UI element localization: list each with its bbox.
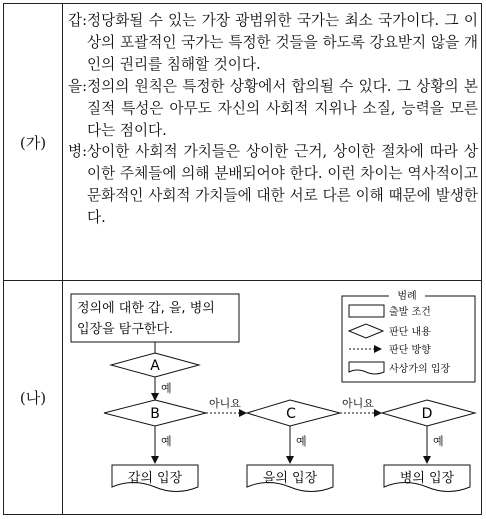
part-b-label: (나): [19, 389, 47, 407]
entry-gap: [68, 10, 478, 76]
statement-byeong: 상이한 사회적 가치들은 상이한 근거, 상이한 절차에 따라 상이한 주체들에 의해 분배되어야 한다. 이런 차이는 역사적이고 문화적인 사회적 가치들에 대한 서로 다른 이해 때문에 발생한다.: [87, 143, 478, 227]
legend-item-direction: 판단 방향: [389, 345, 431, 356]
no-label-b: 아니요: [209, 397, 241, 410]
speaker-gap: 갑:: [68, 12, 88, 29]
legend: [342, 289, 475, 382]
legend-item-position: 사상가의 입장: [389, 364, 451, 375]
entry-eul: [68, 76, 478, 142]
node-a-label: A: [150, 358, 160, 374]
legend-start-icon: [349, 305, 384, 317]
result-eul: 을의 입장: [262, 471, 318, 486]
start-box-line1: 정의에 대한 갑, 을, 병의: [77, 301, 215, 316]
flowchart-svg: [63, 281, 482, 515]
legend-title: 범례: [397, 291, 417, 302]
speaker-byeong: 병:: [68, 143, 88, 161]
statement-eul: 정의의 원칙은 특정한 상황에서 합의될 수 있다. 그 상황의 본질적 특성은 아무도 자신의 사회적 지위나 소질, 능력을 모른다는 점이다.: [87, 77, 478, 139]
part-a-label: (가): [19, 134, 47, 152]
yes-label-d: 예: [433, 435, 444, 448]
no-label-c: 아니요: [342, 397, 374, 410]
yes-label-c: 예: [296, 435, 307, 448]
yes-label-b: 예: [161, 435, 172, 448]
legend-item-start: 출발 조건: [389, 307, 431, 318]
entry-byeong: [68, 141, 478, 229]
part-a-text: [68, 10, 478, 229]
result-byeong: 병의 입장: [399, 471, 455, 486]
legend-diamond-icon: [349, 324, 383, 338]
yes-label-a: 예: [161, 382, 172, 395]
node-b-label: B: [150, 406, 160, 422]
legend-item-judgement: 판단 내용: [389, 327, 431, 338]
node-d-label: D: [421, 406, 433, 422]
legend-document-icon: [349, 362, 384, 374]
speaker-eul: 을:: [68, 77, 88, 95]
node-c-label: C: [286, 406, 296, 422]
statement-gap: 정당화될 수 있는 가장 광범위한 국가는 최소 국가이다. 그 이상의 포괄적인 국가는 특정한 것들을 하도록 강요받지 않을 개인의 권리를 침해할 것이다.: [87, 12, 478, 73]
flowchart: [63, 281, 482, 515]
start-box-line2: 입장을 탐구한다.: [77, 322, 174, 337]
result-gap: 갑의 입장: [127, 471, 183, 486]
question-table: [3, 3, 482, 515]
